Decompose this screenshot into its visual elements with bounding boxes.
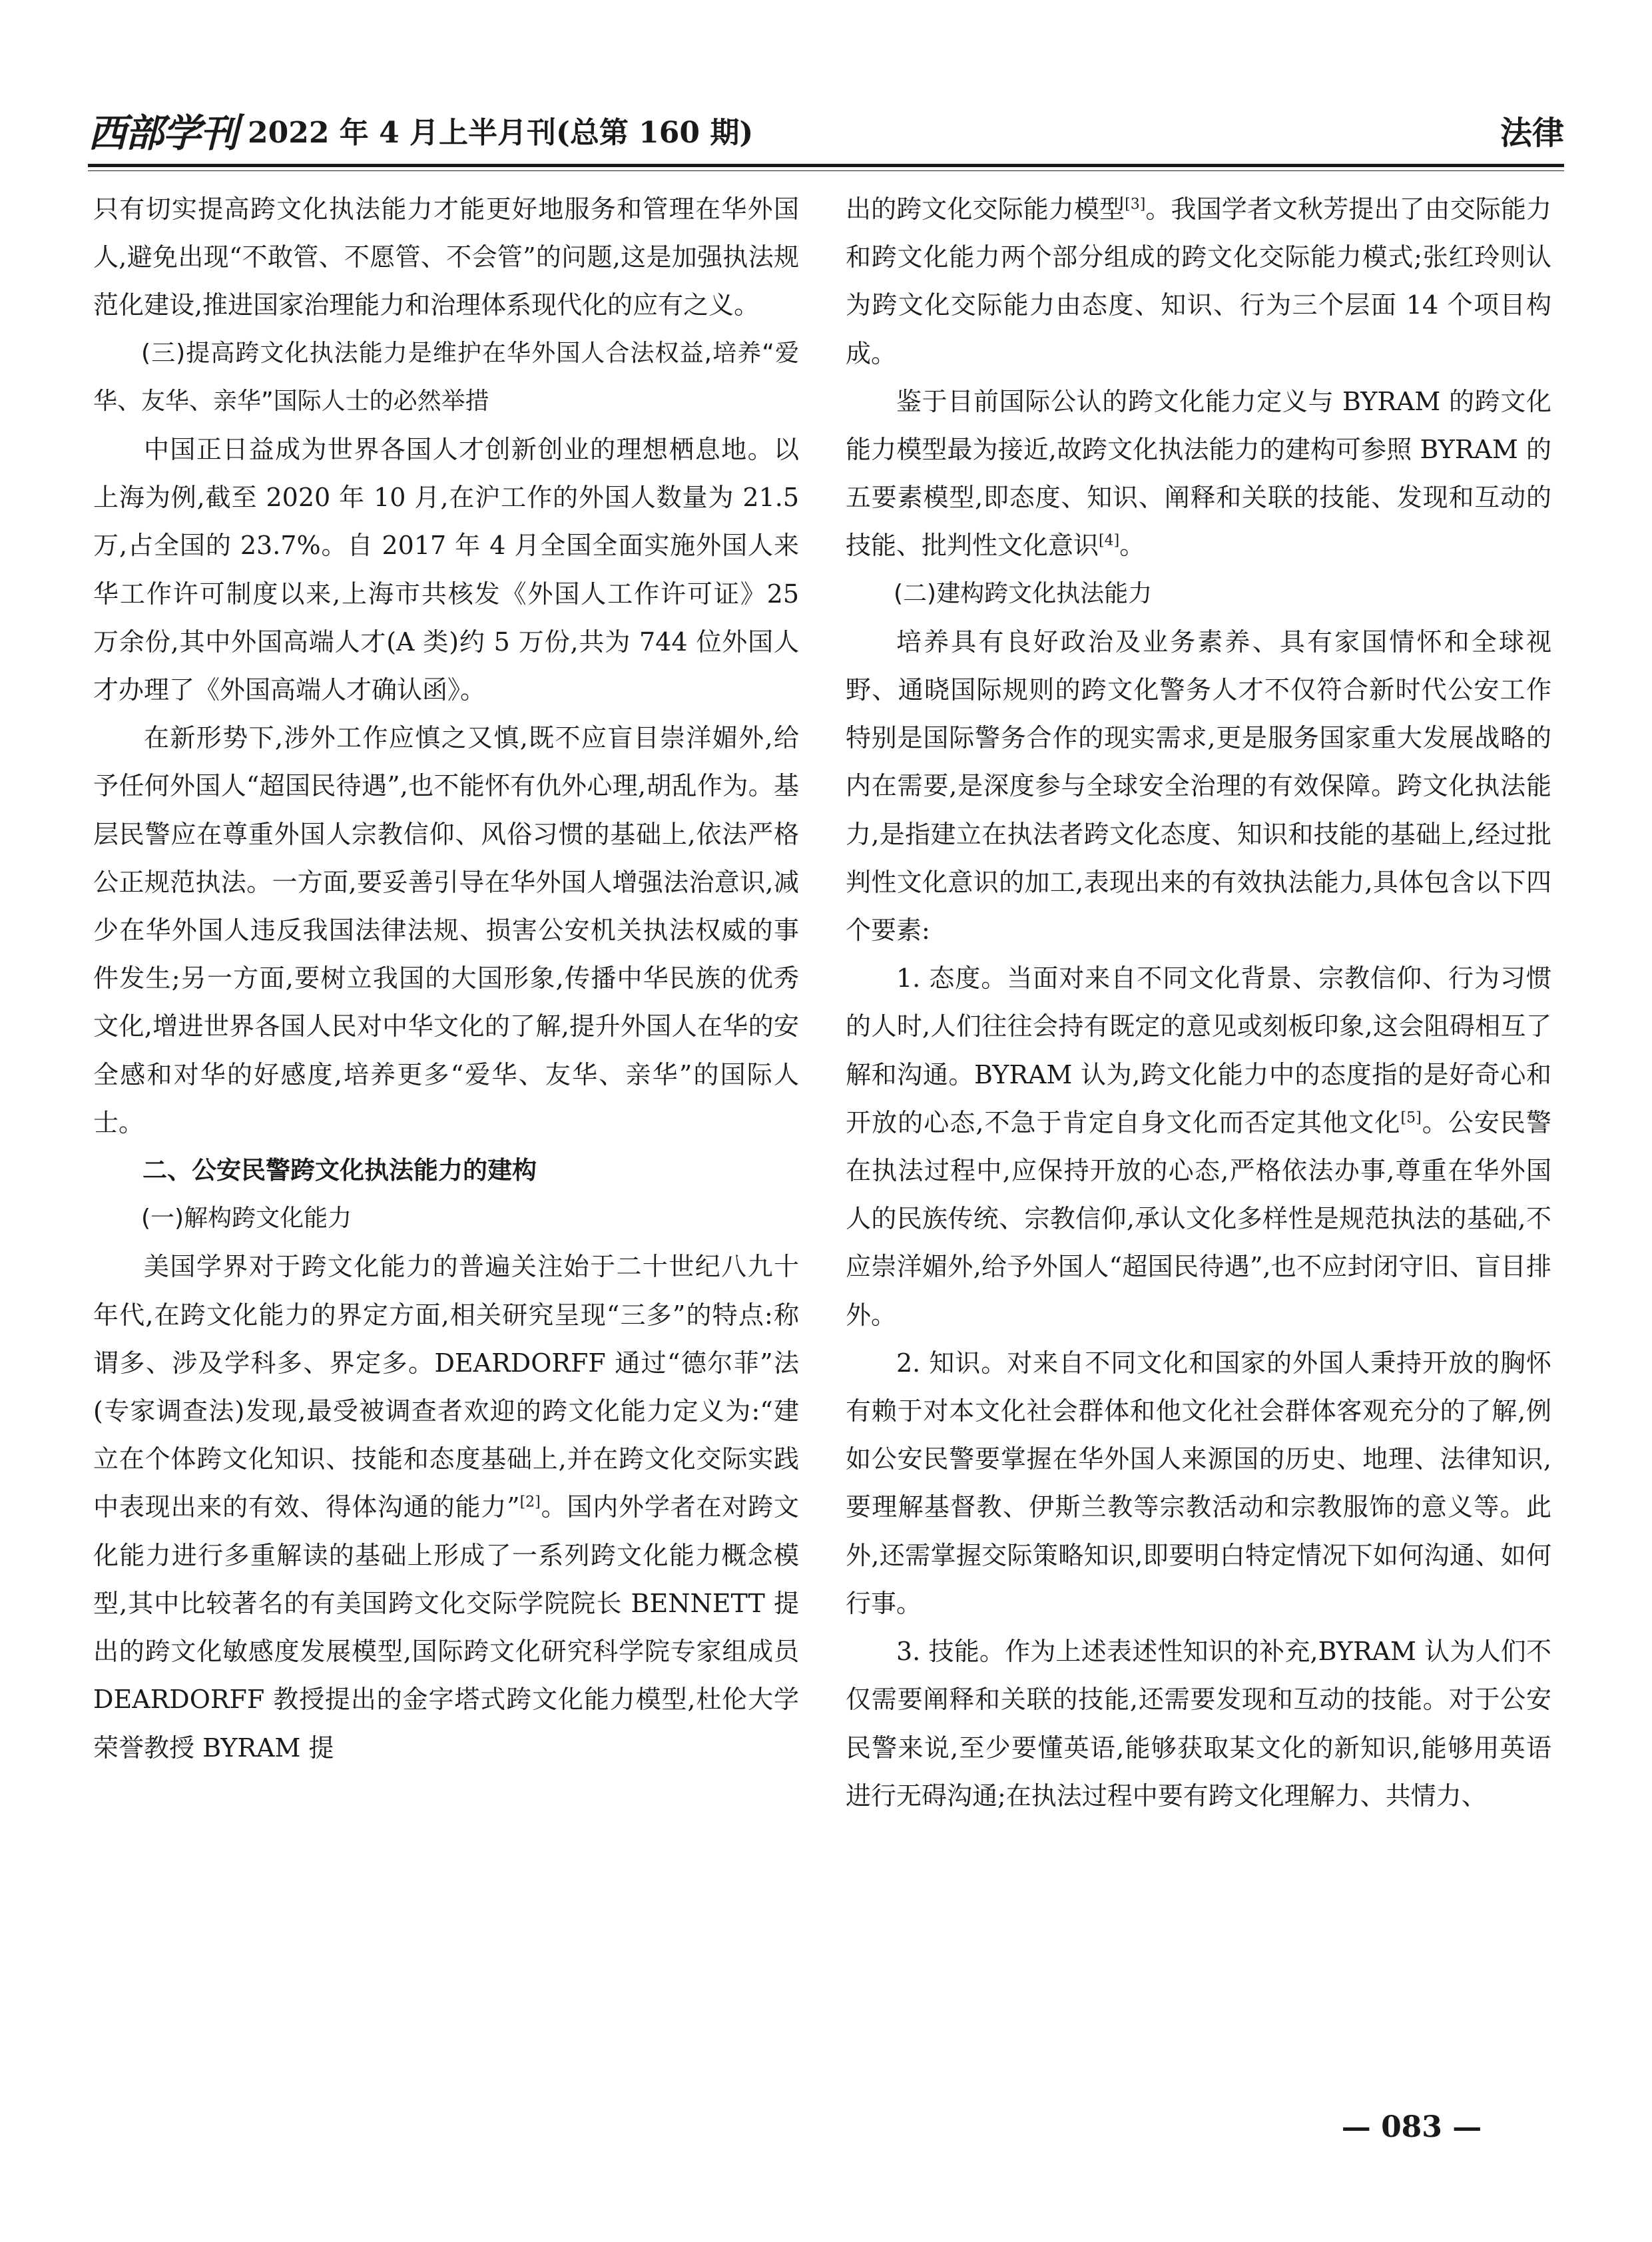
- paragraph: 只有切实提高跨文化执法能力才能更好地服务和管理在华外国人,避免出现“不敢管、不愿管、不会管”的问题,这是加强执法规范化建设,推进国家治理能力和治理体系现代化的应有之义。: [93, 194, 799, 320]
- issue-info: 2022 年 4 月上半月刊(总第 160 期): [248, 116, 754, 150]
- paragraph-text: 美国学界对于跨文化能力的普遍关注始于二十世纪八九十年代,在跨文化能力的界定方面,相关研究呈现“三多”的特点:称谓多、涉及学科多、界定多。DEARDORFF 通过“德尔菲”法(专家调查法)发现,最受被调查者欢迎的跨文化能力定义为:“建立在个体跨文化知识、技能和态度基础上,并在跨文化交际实践中表现出来的有效、得体沟通的能力”: [93, 1252, 799, 1522]
- right-column: [846, 185, 1551, 1820]
- left-column: [93, 185, 799, 1772]
- paragraph-text: 。我国学者文秋芳提出了由交际能力和跨文化能力两个部分组成的跨文化交际能力模式;张红玲则认为跨文化交际能力由态度、知识、行为三个层面 14 个项目构成。: [846, 194, 1551, 368]
- paragraph-text: 鉴于目前国际公认的跨文化能力定义与 BYRAM 的跨文化能力模型最为接近,故跨文化执法能力的建构可参照 BYRAM 的五要素模型,即态度、知识、阐释和关联的技能、发现和互动的技能、批判性文化意识: [846, 386, 1551, 561]
- section-label: 法律: [1500, 115, 1564, 152]
- paragraph: [846, 954, 1551, 1339]
- paragraph-text: 1. 态度。当面对来自不同文化背景、宗教信仰、行为习惯的人时,人们往往会持有既定的意见或刻板印象,这会阻碍相互了解和沟通。BYRAM 认为,跨文化能力中的态度指的是好奇心和开放的心态,不急于肯定自身文化而否定其他文化: [846, 964, 1551, 1137]
- paragraph: [846, 378, 1551, 570]
- paragraph: 培养具有良好政治及业务素养、具有家国情怀和全球视野、通晓国际规则的跨文化警务人才不仅符合新时代公安工作特别是国际警务合作的现实需求,更是服务国家重大发展战略的内在需要,是深度参与全球安全治理的有效保障。跨文化执法能力,是指建立在执法者跨文化态度、知识和技能的基础上,经过批判性文化意识的加工,表现出来的有效执法能力,具体包含以下四个要素:: [846, 627, 1551, 946]
- paragraph: 在新形势下,涉外工作应慎之又慎,既不应盲目崇洋媚外,给予任何外国人“超国民待遇”,也不能怀有仇外心理,胡乱作为。基层民警应在尊重外国人宗教信仰、风俗习惯的基础上,依法严格公正规范执法。一方面,要妥善引导在华外国人增强法治意识,减少在华外国人违反我国法律法规、损害公安机关执法权威的事件发生;另一方面,要树立我国的大国形象,传播中华民族的优秀文化,增进世界各国人民对中华文化的了解,提升外国人在华的安全感和对华的好感度,培养更多“爱华、友华、亲华”的国际人士。: [93, 723, 799, 1137]
- paragraph-text: 出的跨文化交际能力模型: [846, 194, 1125, 224]
- paragraph: 2. 知识。对来自不同文化和国家的外国人秉持开放的胸怀有赖于对本文化社会群体和他文化社会群体客观充分的了解,例如公安民警要掌握在华外国人来源国的历史、地理、法律知识,要理解基督教、伊斯兰教等宗教活动和宗教服饰的意义等。此外,还需掌握交际策略知识,即要明白特定情况下如何沟通、如何行事。: [846, 1348, 1551, 1618]
- citation-ref: [2]: [519, 1494, 541, 1511]
- subsection-heading: (一)解构跨文化能力: [141, 1205, 352, 1233]
- citation-ref: [3]: [1125, 196, 1146, 213]
- paragraph: 3. 技能。作为上述表述性知识的补充,BYRAM 认为人们不仅需要阐释和关联的技能,还需要发现和互动的技能。对于公安民警来说,至少要懂英语,能够获取某文化的新知识,能够用英语进行无碍沟通;在执法过程中要有跨文化理解力、共情力、: [846, 1637, 1551, 1811]
- header-rule-thin: [88, 170, 1564, 171]
- paragraph: [93, 1243, 799, 1771]
- citation-ref: [5]: [1400, 1109, 1422, 1127]
- subsection-heading: (三)提高跨文化执法能力是维护在华外国人合法权益,培养“爱华、友华、亲华”国际人士的必然举措: [93, 339, 799, 415]
- citation-ref: [4]: [1099, 532, 1120, 549]
- section-heading: 二、公安民警跨文化执法能力的建构: [142, 1156, 537, 1185]
- subsection-heading: (二)建构跨文化执法能力: [894, 579, 1153, 607]
- paragraph-text: 。国内外学者在对跨文化能力进行多重解读的基础上形成了一系列跨文化能力概念模型,其中比较著名的有美国跨文化交际学院院长 BENNETT 提出的跨文化敏感度发展模型,国际跨文化研究科学院专家组成员 DEARDORFF 教授提出的金字塔式跨文化能力模型,杜伦大学荣誉教授 BYRAM 提: [93, 1492, 799, 1763]
- page-number: — 083 —: [1341, 2110, 1482, 2144]
- paragraph: 中国正日益成为世界各国人才创新创业的理想栖息地。以上海为例,截至 2020 年 10 月,在沪工作的外国人数量为 21.5 万,占全国的 23.7%。自 2017 年 4 月全国全面实施外国人来华工作许可制度以来,上海市共核发《外国人工作许可证》25 万余份,其中外国高端人才(A 类)约 5 万份,共为 744 位外国人才办理了《外国高端人才确认函》。: [93, 435, 799, 705]
- paragraph-text: 。公安民警在执法过程中,应保持开放的心态,严格依法办事,尊重在华外国人的民族传统、宗教信仰,承认文化多样性是规范执法的基础,不应崇洋媚外,给予外国人“超国民待遇”,也不应封闭守旧、盲目排外。: [846, 1107, 1551, 1330]
- header-rule: [88, 164, 1564, 167]
- running-header: [88, 107, 1564, 160]
- paragraph: [846, 185, 1551, 378]
- journal-logo: 西部学刊: [88, 111, 238, 156]
- paragraph-text: 。: [1119, 531, 1145, 561]
